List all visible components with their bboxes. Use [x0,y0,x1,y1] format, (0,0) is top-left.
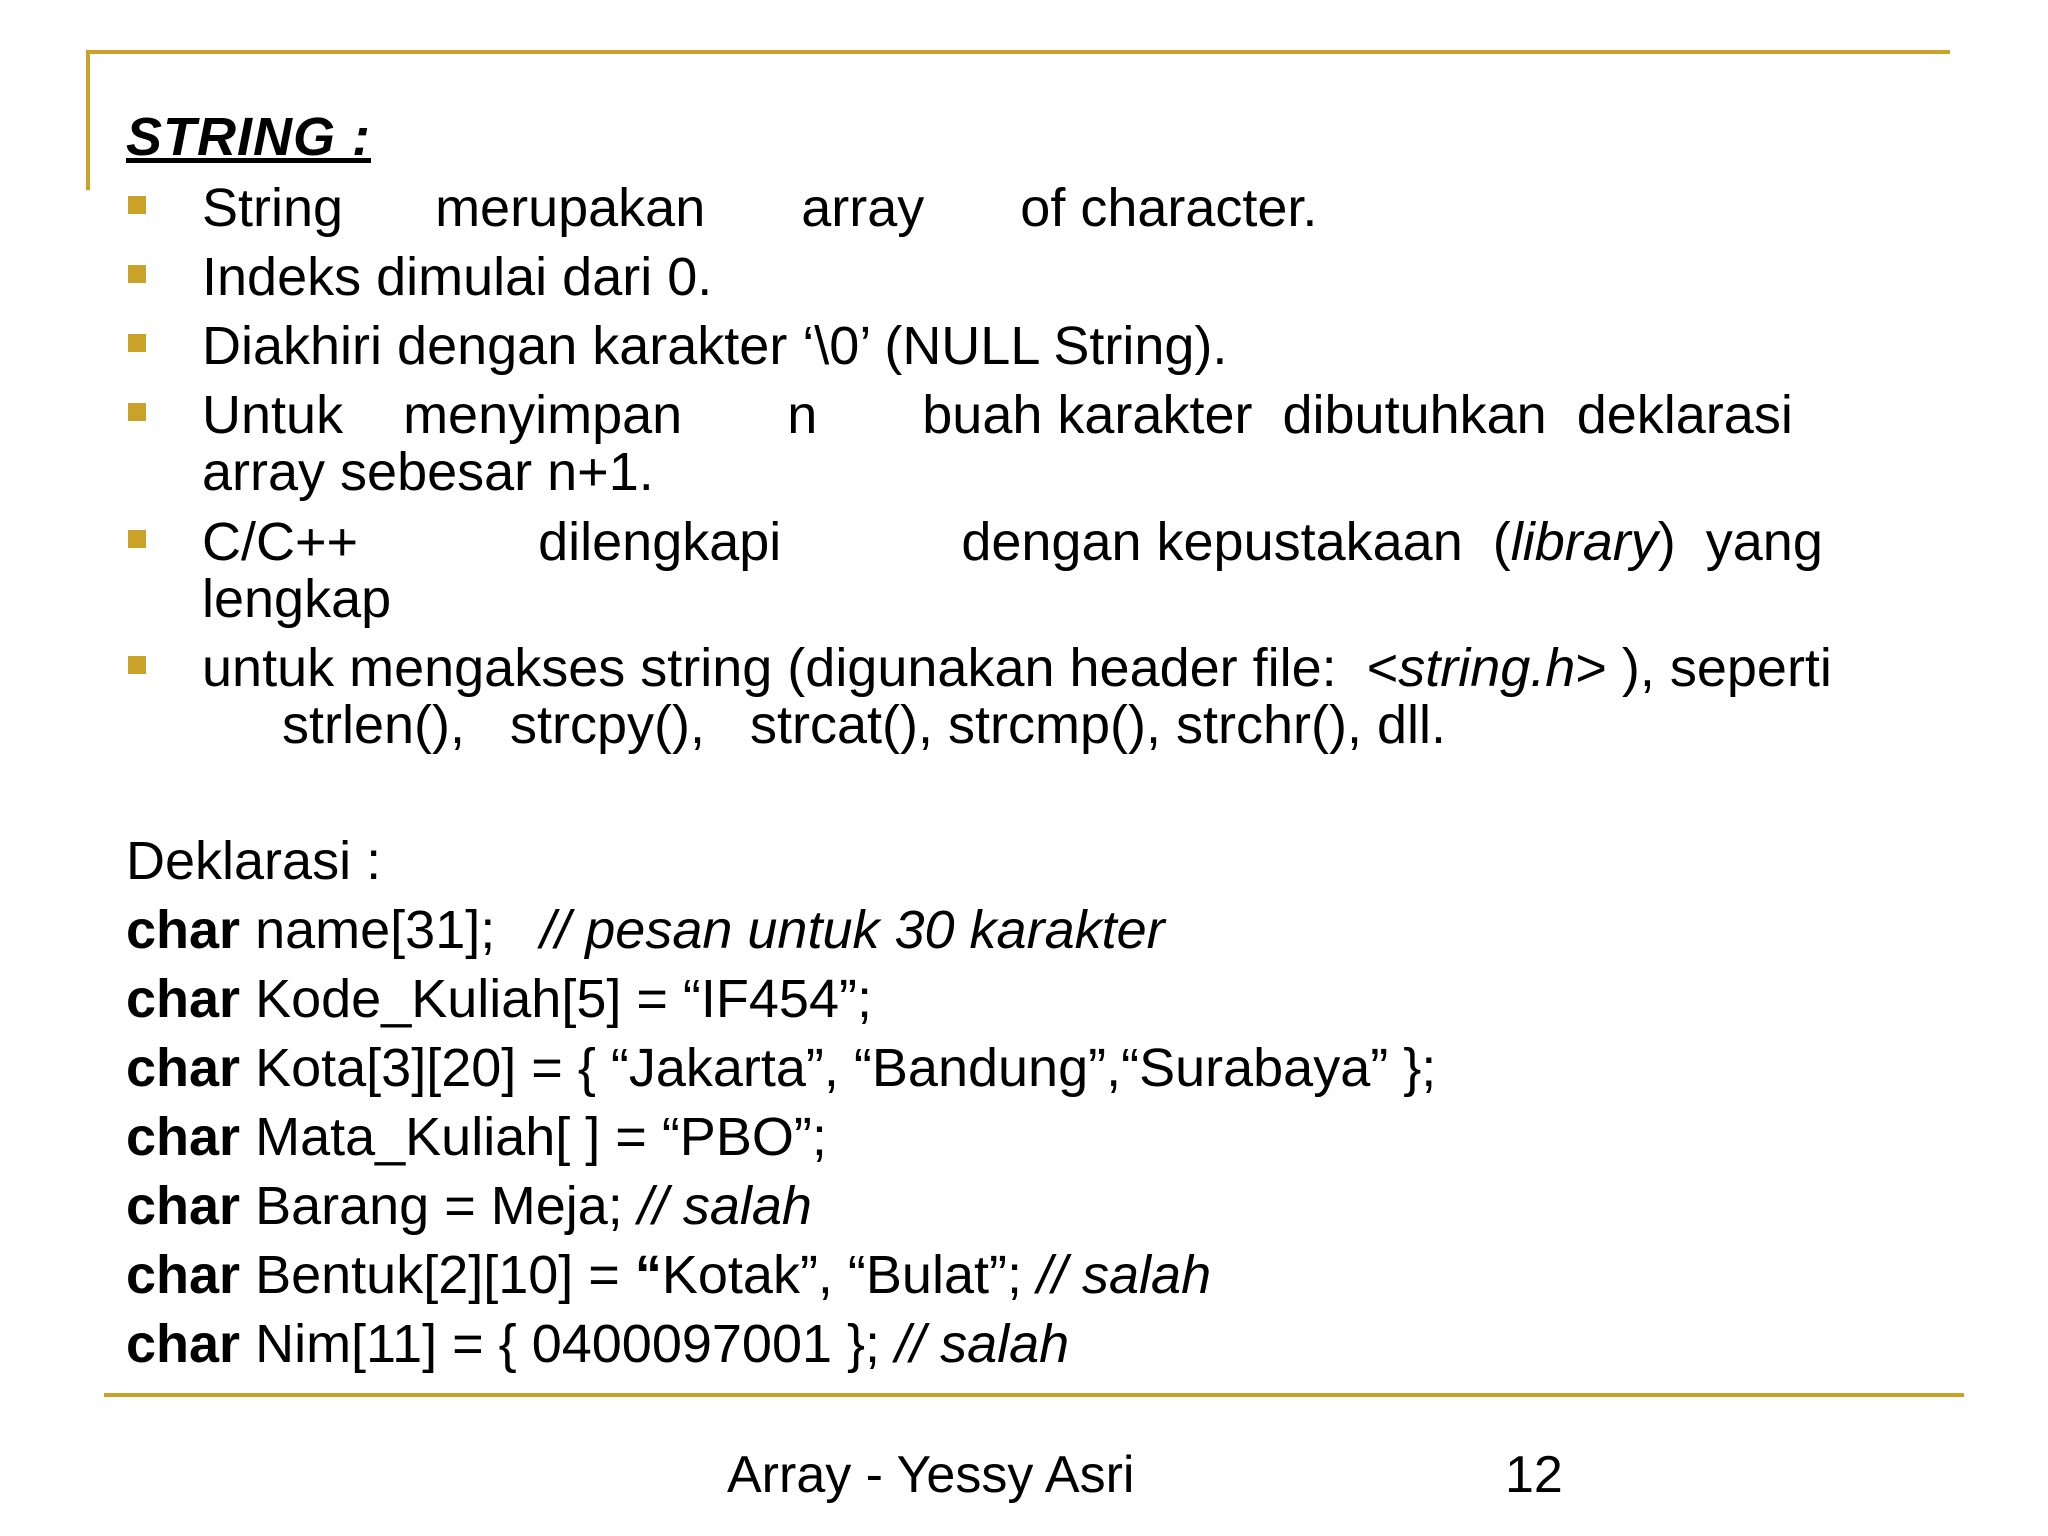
footer-rule [104,1393,1964,1397]
page-number: 12 [1505,1446,1563,1504]
bullet-text: Diakhiri dengan karakter ‘\0’ (NULL String). [202,316,1228,376]
code-line [126,1313,1069,1375]
code-line [126,1175,812,1237]
code-body: Barang = Meja; [240,1176,638,1236]
code-comment: // salah [895,1314,1070,1374]
keyword: char [126,969,241,1029]
keyword: char [126,1176,241,1236]
code-body: Kode_Kuliah[5] = “IF454”; [240,969,872,1029]
frame-top-rule [86,50,1950,54]
word: String [202,178,344,238]
bold-quote: “ [634,1245,662,1305]
keyword: char [126,1038,241,1098]
bullet-string-functions [126,640,2006,754]
code-line [126,1106,827,1168]
bullet-line: array sebesar n+1. [202,442,654,502]
word: array [801,178,925,238]
code-comment: // salah [637,1176,812,1236]
keyword: char [126,900,241,960]
bullet-storage-size [126,387,1931,501]
bullet-line [202,514,1931,571]
code-line [126,968,872,1030]
bullet-index [126,249,1931,306]
word: of character. [1020,178,1318,238]
code-body: Kotak”, “Bulat”; [661,1245,1037,1305]
code-comment: // pesan untuk 30 karakter [540,900,1165,960]
code-body: Mata_Kuliah[ ] = “PBO”; [240,1107,827,1167]
frame-left-rule [86,50,90,190]
code-line [126,1037,1436,1099]
text-segment: C/C++ dilengkapi dengan kepustakaan ( [202,512,1511,572]
bullet-text [202,640,2006,754]
bullet-text: Indeks dimulai dari 0. [202,247,713,307]
bullet-library [126,514,1931,628]
code-body: Nim[11] = { 0400097001 }; [240,1314,896,1374]
italic-term: string.h [1398,638,1576,698]
footer-text: Array - Yessy Asri [727,1446,1135,1504]
bullet-square-icon [128,403,146,421]
bullet-text [202,387,1931,501]
word: merupakan [435,178,706,238]
bullet-line: Untuk menyimpan n buah karakter dibutuhkan deklarasi [202,385,1793,445]
bullet-square-icon [128,196,146,214]
bullet-line: lengkap [202,569,392,629]
bullet-line [202,640,2006,697]
text-segment: untuk mengakses string (digunakan header file: < [202,638,1399,698]
bullet-line: strlen(), strcpy(), strcat(), strcmp(), strchr(), dll. [282,695,1446,755]
text-segment: > ), seperti [1575,638,1832,698]
bullet-null-terminator [126,318,1931,375]
slide-title: STRING : [126,107,371,167]
bullet-square-icon [128,656,146,674]
bullet-text [202,514,1931,628]
declaration-label: Deklarasi : [126,831,382,891]
keyword: char [126,1245,241,1305]
text-segment: ) yang [1657,512,1823,572]
code-body: Kota[3][20] = { “Jakarta”, “Bandung”,“Surabaya” }; [240,1038,1437,1098]
italic-term: library [1510,512,1658,572]
bullet-text [202,180,1931,237]
keyword: char [126,1314,241,1374]
code-body: Bentuk[2][10] = [240,1245,635,1305]
bullet-square-icon [128,265,146,283]
bullet-square-icon [128,334,146,352]
keyword: char [126,1107,241,1167]
bullet-string-definition [126,180,1931,237]
code-line [126,899,1165,961]
code-body: name[31]; [240,900,541,960]
code-line [126,1244,1211,1306]
code-comment: // salah [1037,1245,1212,1305]
bullet-square-icon [128,530,146,548]
